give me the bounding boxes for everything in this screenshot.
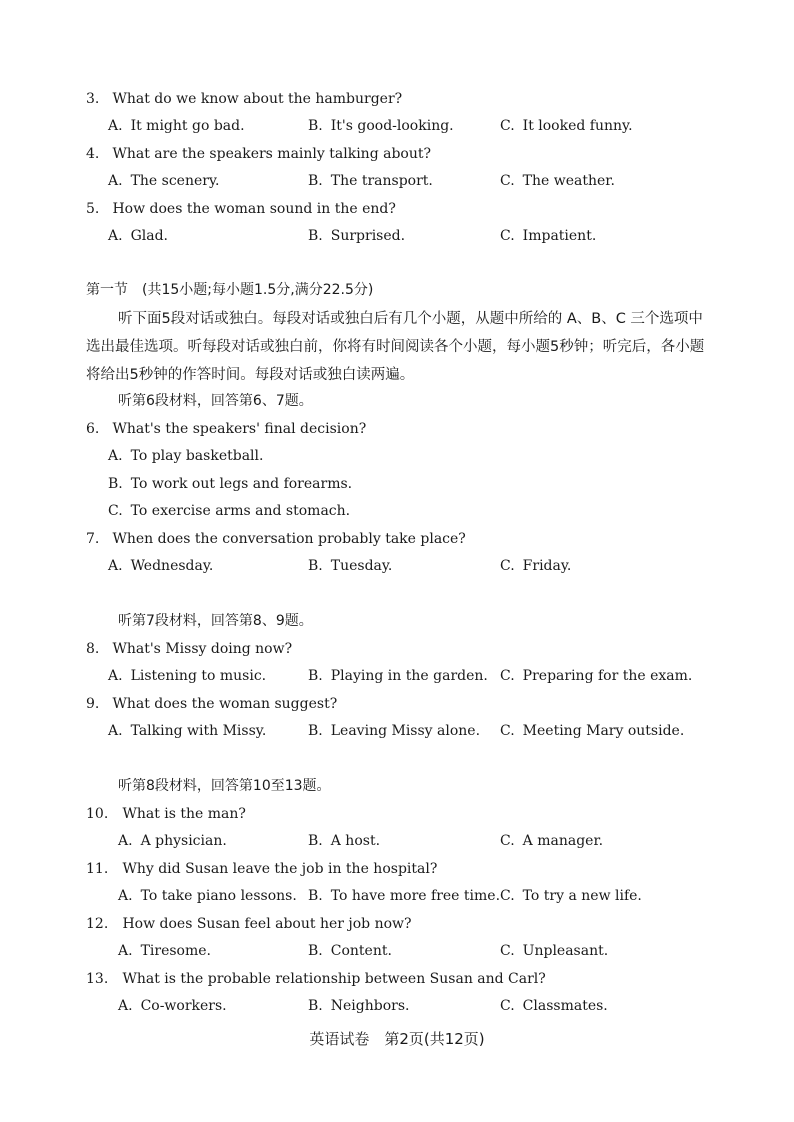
- option-c: C. The weather.: [500, 173, 615, 189]
- section-heading: 第一节 (共15小题;每小题1.5分,满分22.5分): [86, 282, 374, 298]
- question-number: 6.: [86, 421, 100, 437]
- options-4: [108, 172, 748, 190]
- option-c: C. A manager.: [500, 833, 604, 849]
- group-8-intro: 听第8段材料，回答第10至13题。: [118, 778, 331, 794]
- options-5: [108, 227, 748, 245]
- option-c: C. Meeting Mary outside.: [500, 723, 685, 739]
- question-11: [86, 860, 437, 878]
- question-number: 5.: [86, 201, 100, 217]
- question-text: Why did Susan leave the job in the hospital?: [122, 861, 438, 877]
- option-c: C. Preparing for the exam.: [500, 668, 693, 684]
- option-c: C. Friday.: [500, 558, 572, 574]
- options-3: [108, 117, 748, 135]
- question-9: [86, 695, 337, 713]
- question-7: [86, 530, 466, 548]
- option-b: B. Leaving Missy alone.: [308, 723, 481, 739]
- option-b: B. To have more free time.: [308, 888, 501, 904]
- option-b: B. Playing in the garden.: [308, 668, 488, 684]
- question-number: 9.: [86, 696, 100, 712]
- options-12: [118, 942, 758, 960]
- options-13: [118, 997, 758, 1015]
- option-b: B. It's good-looking.: [308, 118, 454, 134]
- option-b: B. Content.: [308, 943, 392, 959]
- question-8: [86, 640, 292, 658]
- option-b: B. A host.: [308, 833, 381, 849]
- option-c: C. To exercise arms and stomach.: [108, 503, 351, 519]
- option-a: A. Tiresome.: [118, 943, 211, 959]
- question-12: [86, 915, 412, 933]
- option-b: B. The transport.: [308, 173, 433, 189]
- question-3: [86, 90, 402, 108]
- option-a: A. To take piano lessons.: [118, 888, 297, 904]
- options-8: [108, 667, 748, 685]
- question-number: 8.: [86, 641, 100, 657]
- question-text: What is the probable relationship between Susan and Carl?: [122, 971, 546, 987]
- question-4: [86, 145, 431, 163]
- options-11: [118, 887, 758, 905]
- question-text: What does the woman suggest?: [112, 696, 338, 712]
- option-a: A. The scenery.: [108, 173, 220, 189]
- question-number: 3.: [86, 91, 100, 107]
- option-a: A. Wednesday.: [108, 558, 214, 574]
- option-c: C. Classmates.: [500, 998, 608, 1014]
- option-a: A. To play basketball.: [108, 448, 264, 464]
- options-7: [108, 557, 748, 575]
- question-text: What's the speakers' final decision?: [112, 421, 367, 437]
- question-10: [86, 805, 246, 823]
- question-text: When does the conversation probably take place?: [112, 531, 466, 547]
- option-c: C. Impatient.: [500, 228, 597, 244]
- question-text: What do we know about the hamburger?: [112, 91, 403, 107]
- option-c: C. Unpleasant.: [500, 943, 609, 959]
- question-13: [86, 970, 546, 988]
- option-b: B. Tuesday.: [308, 558, 393, 574]
- question-text: How does Susan feel about her job now?: [122, 916, 412, 932]
- section-instructions: 听下面5段对话或独白。每段对话或独白后有几个小题，从题中所给的 A、B、C 三个选项中选出最佳选项。听每段对话或独白前，你将有时间阅读各个小题，每小题5秒钟；听完后，各小题将给出5秒钟的作答时间。每段对话或独白读两遍。: [86, 311, 705, 383]
- question-number: 7.: [86, 531, 100, 547]
- options-9: [108, 722, 748, 740]
- option-a: A. Talking with Missy.: [108, 723, 267, 739]
- options-10: [118, 832, 758, 850]
- page-footer: 英语试卷 第2页(共12页): [309, 1030, 485, 1048]
- option-b: B. To work out legs and forearms.: [108, 476, 353, 492]
- option-b: B. Surprised.: [308, 228, 406, 244]
- option-a: A. Glad.: [108, 228, 168, 244]
- group-7-intro: 听第7段材料，回答第8、9题。: [118, 613, 313, 629]
- question-number: 4.: [86, 146, 100, 162]
- question-text: What are the speakers mainly talking about?: [112, 146, 431, 162]
- option-b: B. Neighbors.: [308, 998, 410, 1014]
- question-number: 10.: [86, 806, 109, 822]
- question-number: 11.: [86, 861, 109, 877]
- option-c: C. It looked funny.: [500, 118, 633, 134]
- question-text: What's Missy doing now?: [112, 641, 293, 657]
- option-c: C. To try a new life.: [500, 888, 642, 904]
- option-a: A. Co-workers.: [118, 998, 227, 1014]
- question-text: What is the man?: [122, 806, 246, 822]
- option-a: A. A physician.: [118, 833, 227, 849]
- question-5: [86, 200, 396, 218]
- question-6: [86, 420, 366, 438]
- question-number: 13.: [86, 971, 109, 987]
- question-number: 12.: [86, 916, 109, 932]
- option-a: A. It might go bad.: [108, 118, 245, 134]
- option-a: A. Listening to music.: [108, 668, 267, 684]
- question-text: How does the woman sound in the end?: [112, 201, 396, 217]
- group-6-intro: 听第6段材料，回答第6、7题。: [118, 393, 313, 409]
